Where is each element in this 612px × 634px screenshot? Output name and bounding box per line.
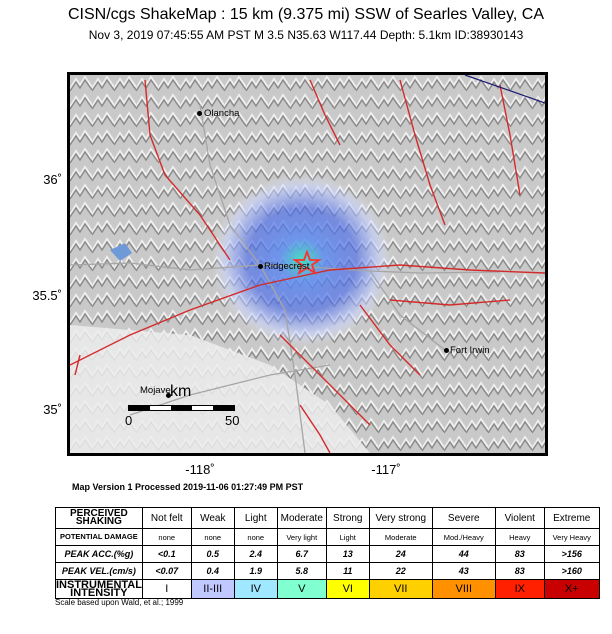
legend-cell: 6.7 xyxy=(277,546,326,563)
legend-cell: >160 xyxy=(544,563,599,580)
lon-label-118: -118˚ xyxy=(185,462,215,477)
lat-label-35-5: 35.5˚ xyxy=(32,288,62,303)
legend-cell: none xyxy=(142,529,191,546)
lat-label-36: 36˚ xyxy=(43,172,62,187)
legend-cell: Violent xyxy=(495,508,544,529)
legend-cell: VI xyxy=(326,580,369,599)
legend-row-label: PEAK ACC.(%g) xyxy=(56,546,143,563)
city-label-ridgecrest: Ridgecrest xyxy=(264,261,310,272)
lon-label-117: -117˚ xyxy=(371,462,401,477)
legend-cell: Mod./Heavy xyxy=(432,529,495,546)
legend-cell: VII xyxy=(369,580,432,599)
legend-row-label: INSTRUMENTAL INTENSITY xyxy=(56,579,142,599)
legend-row xyxy=(56,529,600,546)
legend-cell: Heavy xyxy=(495,529,544,546)
legend-cell: 43 xyxy=(432,563,495,580)
legend-row xyxy=(56,546,600,563)
legend-row xyxy=(56,508,600,529)
legend-cell: 24 xyxy=(369,546,432,563)
city-label-fort-irwin: Fort Irwin xyxy=(450,345,490,356)
city-label-olancha: Olancha xyxy=(204,108,240,119)
legend-cell: Very strong xyxy=(369,508,432,529)
event-details: Nov 3, 2019 07:45:55 AM PST M 3.5 N35.63 W117.44 Depth: 5.1km ID:38930143 xyxy=(88,28,524,42)
legend-cell: 83 xyxy=(495,563,544,580)
shakemap-map xyxy=(67,72,548,456)
legend-cell: Moderate xyxy=(369,529,432,546)
legend-cell: Very Heavy xyxy=(544,529,599,546)
legend-cell: Strong xyxy=(326,508,369,529)
legend-cell: 11 xyxy=(326,563,369,580)
legend-cell: V xyxy=(277,580,326,599)
map-title: CISN/cgs ShakeMap : 15 km (9.375 mi) SSW of Searles Valley, CA xyxy=(67,6,545,23)
scale-tick-50: 50 xyxy=(225,413,240,428)
scale-bar xyxy=(128,405,268,411)
legend-cell: Not felt xyxy=(142,508,191,529)
legend-cell: 2.4 xyxy=(234,546,277,563)
legend-cell: II-III xyxy=(191,580,234,599)
legend-cell: <0.1 xyxy=(142,546,191,563)
legend-cell: 0.5 xyxy=(191,546,234,563)
legend-cell: Light xyxy=(326,529,369,546)
legend-cell: none xyxy=(191,529,234,546)
legend-cell: 1.9 xyxy=(234,563,277,580)
city-dot-olancha xyxy=(197,111,202,116)
processed-timestamp: Map Version 1 Processed 2019-11-06 01:27:49 PM PST xyxy=(72,482,304,492)
legend-row-label: PERCEIVED SHAKING xyxy=(56,508,143,529)
legend-cell: >156 xyxy=(544,546,599,563)
legend-cell: 13 xyxy=(326,546,369,563)
legend-row xyxy=(56,563,600,580)
legend-cell: VIII xyxy=(432,580,495,599)
city-dot-ridgecrest xyxy=(258,264,263,269)
scale-footnote: Scale based upon Wald, et al.; 1999 xyxy=(55,598,184,607)
legend-cell: 0.4 xyxy=(191,563,234,580)
legend-cell: Moderate xyxy=(277,508,326,529)
legend-cell: I xyxy=(142,580,191,599)
legend-cell: Weak xyxy=(191,508,234,529)
city-dot-fort-irwin xyxy=(444,348,449,353)
legend-cell: Light xyxy=(234,508,277,529)
intensity-legend-table xyxy=(55,507,600,599)
legend-row-label: POTENTIAL DAMAGE xyxy=(56,529,143,546)
legend-cell: 44 xyxy=(432,546,495,563)
legend-cell: IX xyxy=(495,580,544,599)
legend-cell: none xyxy=(234,529,277,546)
legend-cell: <0.07 xyxy=(142,563,191,580)
legend-cell: 83 xyxy=(495,546,544,563)
scale-tick-0: 0 xyxy=(125,413,133,428)
legend-cell: 5.8 xyxy=(277,563,326,580)
legend-row-label: PEAK VEL.(cm/s) xyxy=(56,563,143,580)
legend-cell: IV xyxy=(234,580,277,599)
legend-cell: Severe xyxy=(432,508,495,529)
scale-unit: km xyxy=(170,383,192,400)
lat-label-35: 35˚ xyxy=(43,402,62,417)
legend-row xyxy=(56,580,600,599)
legend-cell: 22 xyxy=(369,563,432,580)
city-label-mojave: Mojave xyxy=(140,385,171,396)
legend-cell: Extreme xyxy=(544,508,599,529)
legend-cell: X+ xyxy=(544,580,599,599)
legend-cell: Very light xyxy=(277,529,326,546)
